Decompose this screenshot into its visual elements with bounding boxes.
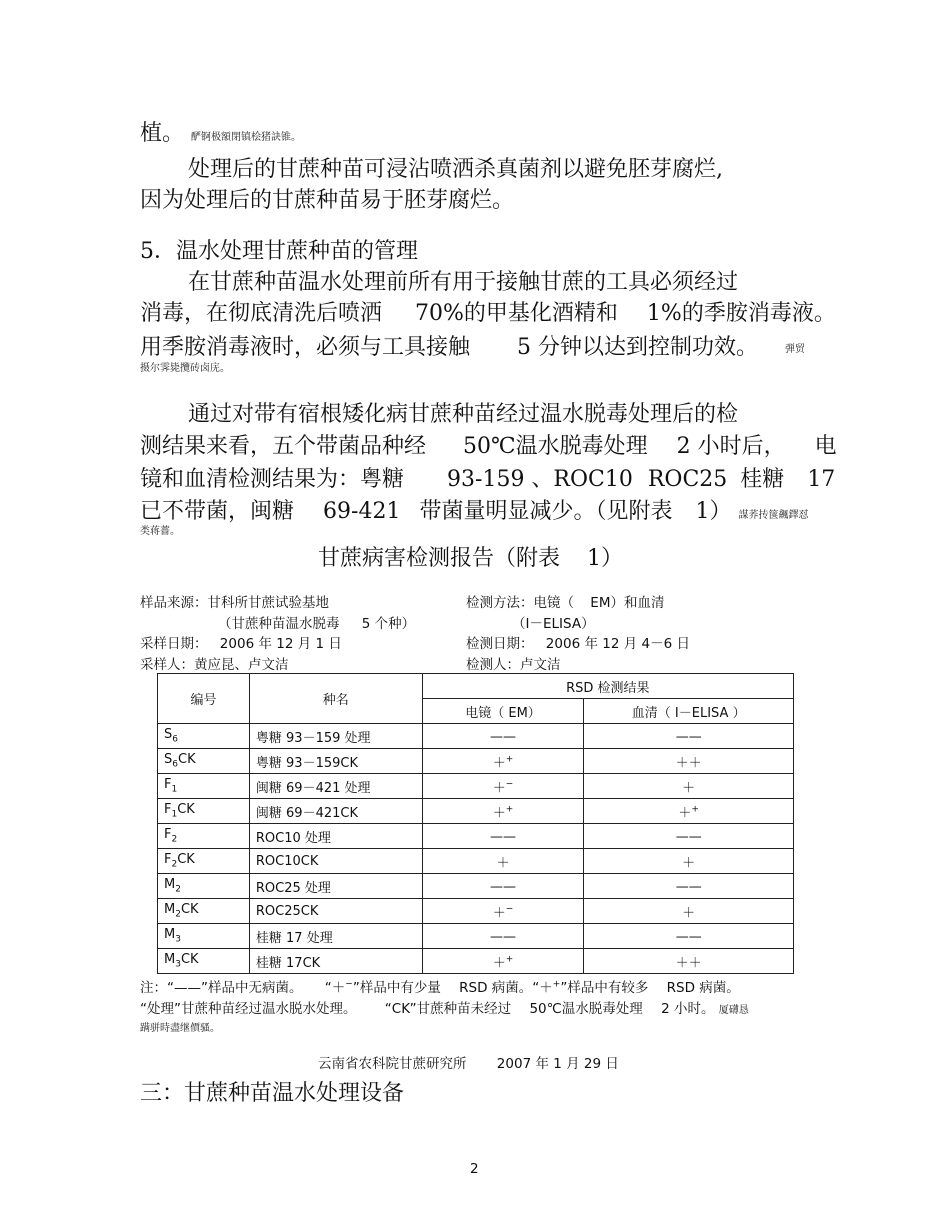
sample-source-sub-2: 5 个种） (361, 616, 416, 632)
sample-date: 2006 年 12 月 1 日 (219, 636, 342, 652)
table-row (158, 874, 794, 899)
table-row (158, 849, 794, 874)
garbled-note: 摄尔霁毙攬砖卤庑。 (140, 363, 230, 374)
cell-em: —— (422, 874, 584, 899)
col-header-em: 电镜（ EM） (422, 699, 584, 724)
section-5-p1c-1: 用季胺消毒液时，必须与工具接触 (140, 335, 471, 360)
cell-variety: 桂糖 17 处理 (249, 924, 422, 949)
section-5-p2d-4: 1） (695, 499, 732, 524)
garbled-note: 厦礴恳 (718, 1005, 749, 1016)
cell-em: ＋+ (422, 949, 584, 974)
note-1c: ”样品中有少量 (352, 980, 441, 996)
cell-id: $F_2CK$ (158, 849, 250, 874)
table-row (158, 724, 794, 749)
cell-variety: 粤糖 93－159CK (249, 749, 422, 774)
table-row (158, 824, 794, 849)
tester: 检测人：卢文洁 (466, 657, 561, 673)
section-5-p2a: 通过对带有宿根矮化病甘蔗种苗经过温水脱毒处理后的检 (188, 402, 739, 427)
cell-variety: 闽糖 69－421 处理 (249, 774, 422, 799)
intro-paragraph-1b: 因为处理后的甘蔗种苗易于胚芽腐烂。 (140, 188, 515, 213)
col-header-elisa: 血清（ I－ELISA ） (584, 699, 794, 724)
cell-variety: ROC25CK (249, 899, 422, 924)
intro-line1: 植。 (140, 121, 185, 146)
note-2d: 2 小时。 (661, 1001, 715, 1017)
detect-date: 2006 年 12 月 4－6 日 (545, 636, 690, 652)
garbled-note: 酽锕极額閉镇桧猪訣锥。 (191, 132, 302, 143)
cell-elisa: —— (584, 924, 794, 949)
detect-method-sub: （I－ELISA） (512, 616, 595, 632)
table-row (158, 799, 794, 824)
cell-elisa: ＋＋ (584, 949, 794, 974)
cell-id: $F_1$ (158, 774, 250, 799)
section-5-p2d-1: 已不带菌，闽糖 (140, 499, 295, 524)
note-1d: RSD 病菌。“＋ (459, 980, 553, 996)
cell-variety: ROC10CK (249, 849, 422, 874)
cell-id: $M_3$ (158, 924, 250, 949)
detect-method: 检测方法：电镜（ (466, 595, 574, 611)
section-5-p2c-3: ROC25 (647, 467, 728, 492)
cell-variety: 桂糖 17CK (249, 949, 422, 974)
note-2a: “处理”甘蔗种苗经过温水脱水处理。 (140, 1001, 357, 1017)
cell-em: —— (422, 724, 584, 749)
note-1e: ”样品中有较多 (560, 980, 649, 996)
sample-source-sub: （甘蔗种苗温水脱毒 (218, 616, 340, 632)
col-header-result: RSD 检测结果 (422, 674, 793, 699)
section-5-p2c-4: 桂糖 (740, 467, 785, 492)
col-header-id: 编号 (158, 674, 250, 724)
section-5-p1b-3: 1%的季胺消毒液。 (646, 301, 836, 326)
table-row (158, 949, 794, 974)
cell-elisa: ＋＋ (584, 749, 794, 774)
note-1a: 注：“——”样品中无病菌。 (140, 980, 303, 996)
report-title-num: 1） (587, 546, 624, 571)
cell-id: $M_2$ (158, 874, 250, 899)
signature-date: 2007 年 1 月 29 日 (496, 1056, 619, 1072)
cell-em: ＋+ (422, 799, 584, 824)
cell-em: —— (422, 924, 584, 949)
cell-id: $M_3CK$ (158, 949, 250, 974)
cell-variety: ROC10 处理 (249, 824, 422, 849)
section-5-p2b-4: 电 (814, 434, 837, 459)
detect-method-2: EM）和血清 (590, 595, 665, 611)
cell-variety: 粤糖 93－159 处理 (249, 724, 422, 749)
section-5-p1b-2: 70%的甲基化酒精和 (415, 301, 618, 326)
garbled-note: 弾贸 (785, 344, 805, 355)
cell-em: ＋− (422, 774, 584, 799)
sampler: 采样人：黄应昆、卢文洁 (140, 657, 289, 673)
report-title: 甘蔗病害检测报告（附表 (318, 546, 561, 571)
cell-em: ＋ (422, 849, 584, 874)
table-row (158, 924, 794, 949)
cell-variety: ROC25 处理 (249, 874, 422, 899)
cell-id: $S_6CK$ (158, 749, 250, 774)
cell-elisa: ＋ (584, 774, 794, 799)
cell-em: ＋+ (422, 749, 584, 774)
garbled-note: 蹒骈時盡继價骚。 (140, 1023, 220, 1034)
note-1b-sup: − (345, 979, 353, 990)
cell-elisa: —— (584, 874, 794, 899)
rsd-results-table (157, 673, 794, 974)
cell-id: $F_1CK$ (158, 799, 250, 824)
cell-elisa: ＋+ (584, 799, 794, 824)
cell-em: ＋− (422, 899, 584, 924)
section-3-heading: 三：甘蔗种苗温水处理设备 (140, 1081, 405, 1106)
signature-org: 云南省农科院甘蔗研究所 (318, 1056, 467, 1072)
section-5-p2b-2: 50℃温水脱毒处理 (463, 434, 648, 459)
section-5-p2b-1: 测结果来看，五个带菌品种经 (140, 434, 427, 459)
table-row (158, 749, 794, 774)
note-1b: “＋ (324, 980, 346, 996)
cell-variety: 闽糖 69－421CK (249, 799, 422, 824)
note-1f: RSD 病菌。 (666, 980, 740, 996)
section-5-p2b-3: 2 小时后， (676, 434, 786, 459)
section-5-p1a: 在甘蔗种苗温水处理前所有用于接触甘蔗的工具必须经过 (188, 270, 739, 295)
garbled-note: 謀荞抟箧飆鐸怼 (738, 510, 809, 521)
sample-date-label: 采样日期： (140, 636, 208, 652)
note-2c: 50℃温水脱毒处理 (529, 1001, 643, 1017)
section-5-p2c-2: 93-159 、ROC10 (447, 467, 633, 492)
section-5-p2d-2: 69-421 (323, 499, 401, 524)
section-5-p2d-3: 带菌量明显减少。（见附表 (419, 499, 673, 524)
page-number: 2 (470, 1161, 479, 1177)
col-header-name: 种名 (249, 674, 422, 724)
section-5-p1c-2: 5 分钟以达到控制功效。 (517, 335, 759, 360)
cell-em: —— (422, 824, 584, 849)
cell-id: $S_6$ (158, 724, 250, 749)
note-2b: “CK”甘蔗种苗未经过 (384, 1001, 512, 1017)
note-1d-sup: + (552, 979, 561, 990)
section-5-p1b-1: 消毒，在彻底清洗后喷洒 (140, 301, 383, 326)
table-row (158, 774, 794, 799)
cell-elisa: —— (584, 724, 794, 749)
section-5-p2c-1: 镜和血清检测结果为：粤糖 (140, 467, 405, 492)
cell-id: $F_2$ (158, 824, 250, 849)
detect-date-label: 检测日期： (466, 636, 534, 652)
cell-id: $M_2CK$ (158, 899, 250, 924)
table-row (158, 899, 794, 924)
intro-paragraph-1a: 处理后的甘蔗种苗可浸沾喷洒杀真菌剂以避免胚芽腐烂, (188, 157, 723, 182)
garbled-note: 类蒋薔。 (140, 526, 180, 537)
cell-elisa: ＋ (584, 849, 794, 874)
section-5-p2c-5: 17 (807, 467, 836, 492)
cell-elisa: —— (584, 824, 794, 849)
sample-source: 样品来源：甘科所甘蔗试验基地 (140, 595, 329, 611)
cell-elisa: ＋ (584, 899, 794, 924)
section-5-heading: 5．温水处理甘蔗种苗的管理 (140, 239, 418, 264)
